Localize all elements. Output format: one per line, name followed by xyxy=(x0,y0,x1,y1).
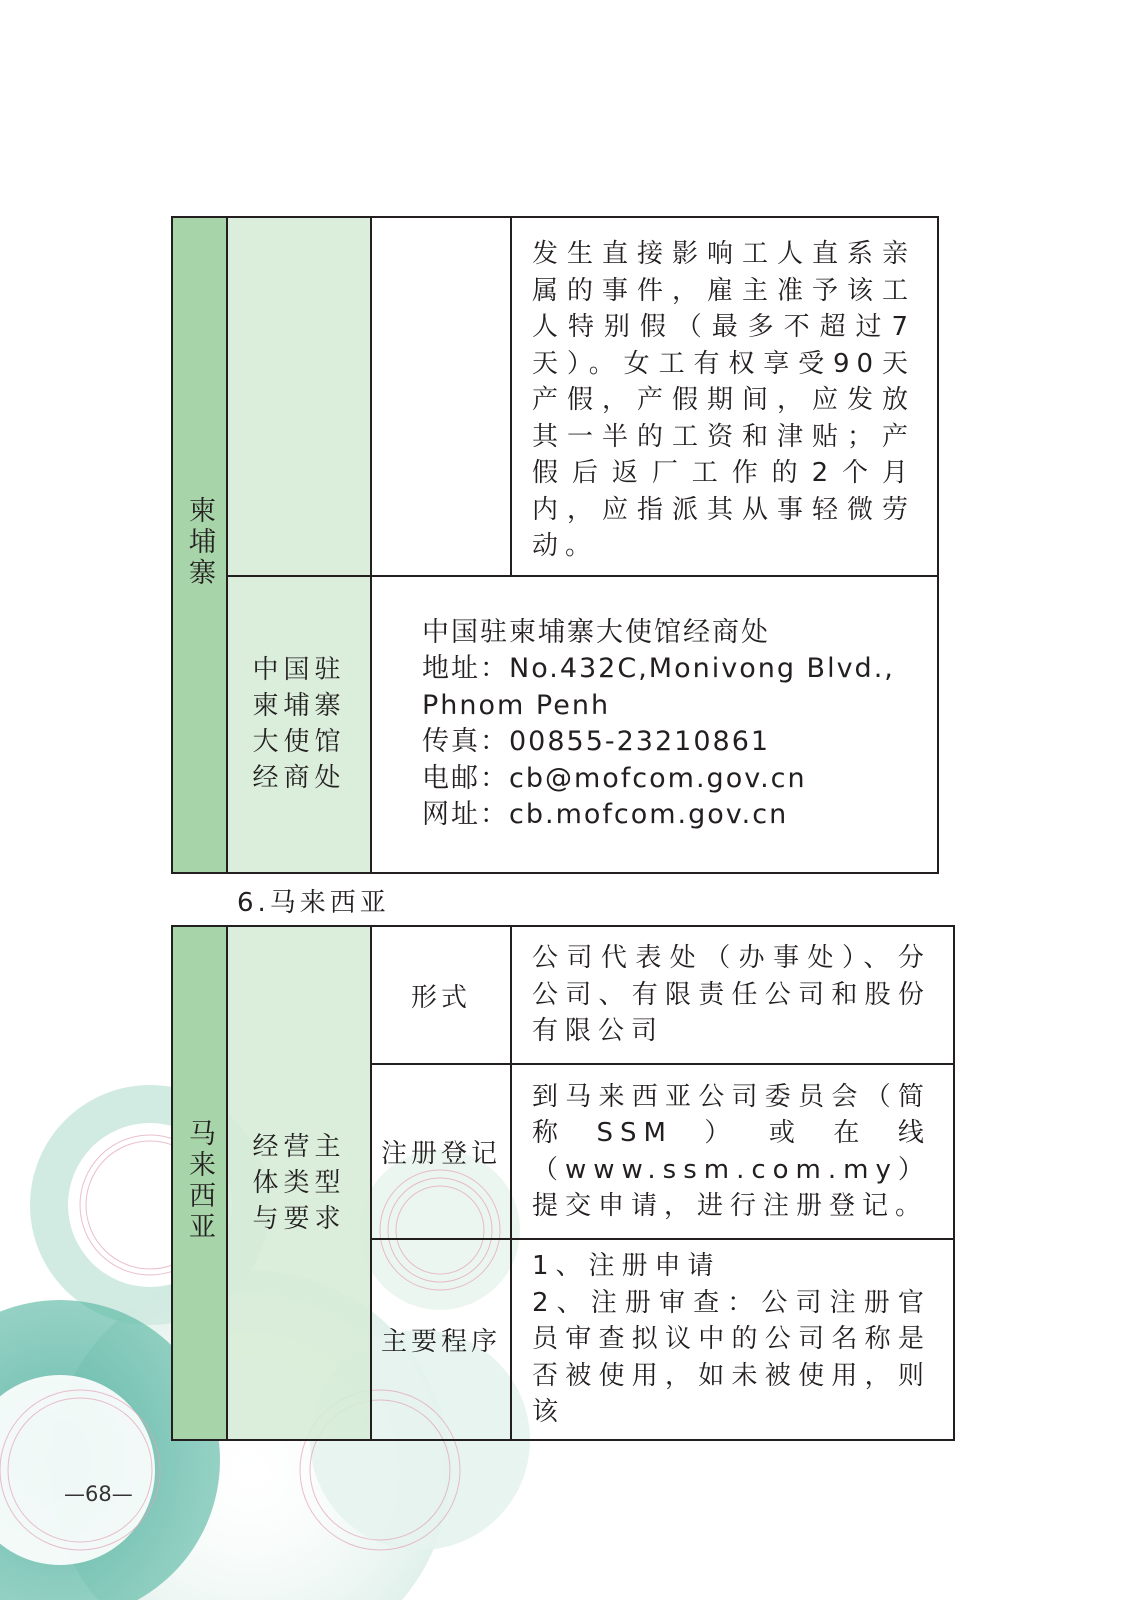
country-label: 马来西亚 xyxy=(184,1119,215,1243)
procedure-step-1: 1、注册申请 xyxy=(532,1251,721,1282)
content-cell xyxy=(511,1239,954,1440)
procedure-step-2: 2、注册审查：公司注册官员审查拟议中的公司名称是否被使用，如未被使用，则该 xyxy=(532,1287,931,1428)
embassy-address: 地址：No.432C,Monivong Blvd., xyxy=(422,653,895,684)
subcategory-registration: 注册登记 xyxy=(380,1139,501,1169)
category-cell-empty xyxy=(227,217,371,576)
leave-policy-text: 发生直接影响工人直系亲属的事件，雇主准予该工人特别假（最多不超过7天）。女工有权享受90天产假，产假期间，应发放其一半的工资和津贴；产假后返厂工作的2个月内，应指派其从事轻微劳动。 xyxy=(532,239,915,561)
embassy-info-cell xyxy=(371,576,938,873)
subcategory-procedure: 主要程序 xyxy=(380,1327,501,1357)
content-cell xyxy=(511,1064,954,1239)
category-cell xyxy=(227,576,371,873)
embassy-info xyxy=(372,615,937,834)
embassy-website: 网址：cb.mofcom.gov.cn xyxy=(422,799,789,830)
category-label: 中国驻柬埔寨大使馆经商处 xyxy=(252,655,346,793)
embassy-address-city: Phnom Penh xyxy=(422,689,611,721)
subcategory-cell xyxy=(371,1064,511,1239)
malaysia-table xyxy=(171,925,955,1441)
page-number: —68— xyxy=(64,1482,133,1506)
form-content: 公司代表处（办事处）、分公司、有限责任公司和股份有限公司 xyxy=(532,943,931,1047)
subcategory-cell xyxy=(371,1239,511,1440)
category-label: 经营主体类型与要求 xyxy=(252,1132,346,1234)
country-cell xyxy=(172,926,227,1440)
country-cell xyxy=(172,217,227,873)
embassy-name: 中国驻柬埔寨大使馆经商处 xyxy=(422,616,770,648)
section-title: 6.马来西亚 xyxy=(237,888,390,918)
country-label: 柬埔寨 xyxy=(184,496,215,590)
content-cell xyxy=(511,217,938,576)
embassy-fax: 传真：00855-23210861 xyxy=(422,726,771,757)
subcategory-cell-empty xyxy=(371,217,511,576)
subcategory-form: 形式 xyxy=(410,982,471,1013)
category-cell xyxy=(227,926,371,1440)
subcategory-cell xyxy=(371,926,511,1064)
content-cell xyxy=(511,926,954,1064)
embassy-email: 电邮：cb@mofcom.gov.cn xyxy=(422,762,807,794)
registration-content: 到马来西亚公司委员会（简称SSM）或在线（www.ssm.com.my）提交申请，进行注册登记。 xyxy=(532,1081,931,1221)
cambodia-table xyxy=(171,216,939,874)
